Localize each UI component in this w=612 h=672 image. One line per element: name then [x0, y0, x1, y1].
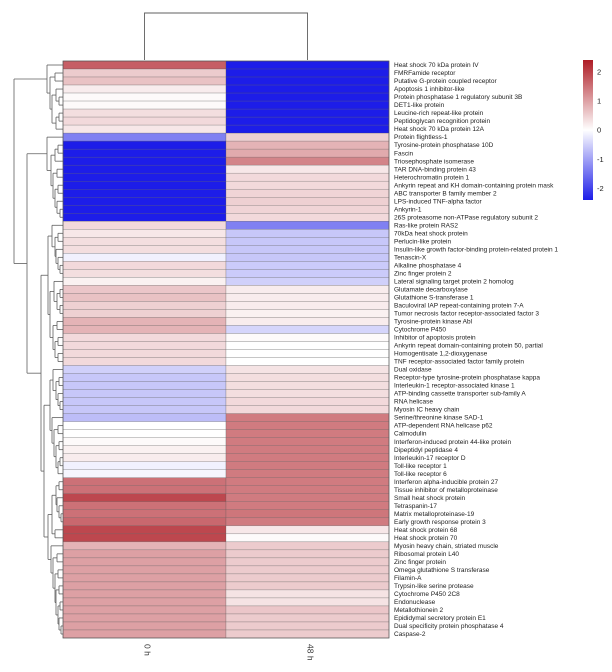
row-label: Peptidoglycan recognition protein [394, 118, 491, 126]
row-label: ATP-dependent RNA helicase p62 [394, 422, 493, 430]
heatmap-cell [63, 502, 226, 510]
row-label: Inhibitor of apoptosis protein [394, 334, 476, 342]
row-label: Tyrosine-protein kinase Abl [394, 318, 473, 326]
heatmap-cell [226, 358, 389, 366]
heatmap-cell [63, 350, 226, 358]
heatmap-cell [226, 454, 389, 462]
colorbar-tick-label: -2 [597, 183, 604, 193]
row-label: Dual specificity protein phosphatase 4 [394, 623, 504, 631]
heatmap-cell [226, 333, 389, 341]
row-label: Heterochromatin protein 1 [394, 174, 470, 182]
heatmap-cell [63, 133, 226, 141]
heatmap-cell [226, 566, 389, 574]
heatmap-cell [226, 366, 389, 374]
column-dendrogram-path [145, 13, 308, 60]
row-label: ABC transporter B family member 2 [394, 190, 497, 198]
row-label: Cytochrome P450 2C8 [394, 591, 460, 599]
heatmap-cell [226, 398, 389, 406]
heatmap-cell [226, 61, 389, 69]
heatmap-cell [226, 550, 389, 558]
row-label: Receptor-type tyrosine-protein phosphatase kappa [394, 374, 540, 382]
heatmap-cell [226, 590, 389, 598]
heatmap-cell [226, 173, 389, 181]
heatmap-cell [226, 382, 389, 390]
row-label: Zinc finger protein 2 [394, 270, 452, 278]
heatmap-cell [63, 622, 226, 630]
row-label: Perlucin-like protein [394, 238, 452, 246]
heatmap-cell [226, 438, 389, 446]
heatmap-cell [226, 341, 389, 349]
row-label: Serine/threonine kinase SAD-1 [394, 414, 484, 422]
heatmap-cell [226, 350, 389, 358]
row-label: Matrix metalloproteinase-19 [394, 510, 475, 518]
heatmap-cell [63, 189, 226, 197]
row-label: Interleukin-17 receptor D [394, 454, 466, 462]
heatmap-cell [226, 534, 389, 542]
heatmap-cell [63, 438, 226, 446]
row-label: Baculoviral IAP repeat-containing protein 7-A [394, 302, 524, 310]
row-label: Myosin IC heavy chain [394, 406, 460, 414]
row-label: Interferon-induced protein 44-like protein [394, 438, 512, 446]
heatmap-cell [63, 486, 226, 494]
heatmap-cell [63, 470, 226, 478]
heatmap-cell [226, 317, 389, 325]
heatmap-cell [63, 390, 226, 398]
heatmap-cell [63, 526, 226, 534]
heatmap-cell [63, 325, 226, 333]
column-label: 48 h [305, 644, 316, 661]
row-label: Filamin-A [394, 574, 422, 582]
row-label: Toll-like receptor 6 [394, 470, 447, 478]
heatmap-cell [63, 61, 226, 69]
heatmap-cell [226, 526, 389, 534]
heatmap-cell [226, 109, 389, 117]
heatmap-cell [226, 422, 389, 430]
colorbar-tick-label: 1 [597, 96, 602, 106]
row-label: Protein phosphatase 1 regulatory subunit 3B [394, 94, 523, 102]
heatmap-cell [226, 165, 389, 173]
heatmap-cell [63, 446, 226, 454]
heatmap-cell [226, 293, 389, 301]
column-label: 0 h [142, 644, 153, 656]
heatmap-cell [226, 133, 389, 141]
heatmap-cell [226, 486, 389, 494]
heatmap-cell [63, 566, 226, 574]
heatmap-cell [226, 542, 389, 550]
heatmap-cell [63, 630, 226, 638]
heatmap-cell [226, 189, 389, 197]
row-label: Tyrosine-protein phosphatase 10D [394, 142, 494, 150]
heatmap-cell [63, 542, 226, 550]
row-label: Heat shock protein 68 [394, 526, 458, 534]
row-label: Toll-like receptor 1 [394, 462, 447, 470]
row-label: Triosephosphate isomerase [394, 158, 474, 166]
heatmap-cell [63, 341, 226, 349]
row-label: 26S proteasome non-ATPase regulatory subunit 2 [394, 214, 539, 222]
row-label: Cytochrome P450 [394, 326, 447, 334]
heatmap-cell [226, 93, 389, 101]
heatmap-cell [63, 117, 226, 125]
heatmap-cell [226, 237, 389, 245]
heatmap-cell [63, 253, 226, 261]
colorbar-tick-label: -1 [597, 154, 604, 164]
heatmap-cell [226, 277, 389, 285]
row-label: Heat shock 70 kDa protein 12A [394, 126, 484, 134]
row-label: Interleukin-1 receptor-associated kinase 1 [394, 382, 515, 390]
row-label: TAR DNA-binding protein 43 [394, 166, 476, 174]
heatmap-cell [63, 510, 226, 518]
heatmap-cell [63, 245, 226, 253]
heatmap-cell [226, 414, 389, 422]
heatmap-cell [226, 213, 389, 221]
heatmap-cell [63, 374, 226, 382]
row-label: Zinc finger protein [394, 558, 447, 566]
row-label: Heat shock 70 kDa protein IV [394, 62, 479, 70]
heatmap-cell [63, 422, 226, 430]
heatmap-cell [63, 574, 226, 582]
heatmap-cell [226, 221, 389, 229]
heatmap-cell [226, 285, 389, 293]
heatmap-cell [226, 309, 389, 317]
row-label: FMRFamide receptor [394, 70, 456, 78]
heatmap-cell [63, 277, 226, 285]
row-label: Lateral signaling target protein 2 homolog [394, 278, 514, 286]
row-label: DET1-like protein [394, 102, 445, 110]
heatmap-cell [63, 582, 226, 590]
heatmap-cell [63, 173, 226, 181]
heatmap-cell [226, 149, 389, 157]
row-label: Homogentisate 1,2-dioxygenase [394, 350, 488, 358]
heatmap-cell [63, 197, 226, 205]
heatmap-cell [226, 181, 389, 189]
heatmap-cell [226, 269, 389, 277]
heatmap-cell [63, 398, 226, 406]
heatmap-cell [63, 518, 226, 526]
heatmap-cell [63, 414, 226, 422]
row-label: Insulin-like growth factor-binding protein-related protein 1 [394, 246, 559, 254]
heatmap-cell [63, 478, 226, 486]
heatmap-cell [63, 181, 226, 189]
heatmap-cell [63, 149, 226, 157]
heatmap-cell [226, 502, 389, 510]
heatmap-cell [63, 229, 226, 237]
row-label: Ankyrin repeat domain-containing protein 50, partial [394, 342, 543, 350]
row-label: Tenascin-X [394, 254, 427, 262]
heatmap-cell [63, 309, 226, 317]
row-label: Tissue inhibitor of metalloproteinase [394, 486, 498, 494]
heatmap-cell [63, 301, 226, 309]
row-label: Early growth response protein 3 [394, 518, 486, 526]
colorbar-tick-label: 2 [597, 67, 602, 77]
heatmap-cell [63, 293, 226, 301]
heatmap-cell [63, 237, 226, 245]
heatmap-cell [226, 518, 389, 526]
row-label: Omega glutathione S transferase [394, 566, 490, 574]
heatmap-cell [226, 101, 389, 109]
row-label: RNA helicase [394, 398, 434, 406]
heatmap-cell [63, 358, 226, 366]
colorbar-tick-label: 0 [597, 125, 602, 135]
heatmap-cell [226, 478, 389, 486]
heatmap-cell [226, 301, 389, 309]
heatmap-cell [226, 245, 389, 253]
heatmap-cell [63, 85, 226, 93]
colorbar-gradient [583, 60, 593, 200]
heatmap-cell [63, 269, 226, 277]
heatmap-cell [226, 630, 389, 638]
heatmap-cell [63, 157, 226, 165]
heatmap-cell [63, 406, 226, 414]
heatmap-cell [63, 213, 226, 221]
heatmap-cell [63, 382, 226, 390]
heatmap-cell [226, 598, 389, 606]
heatmap-cell [226, 261, 389, 269]
row-label: Heat shock protein 70 [394, 534, 458, 542]
row-label: TNF receptor-associated factor family protein [394, 358, 525, 366]
heatmap-cell [226, 446, 389, 454]
heatmap-cell [226, 374, 389, 382]
heatmap-cell [63, 454, 226, 462]
row-label: Leucine-rich repeat-like protein [394, 110, 484, 118]
heatmap-cell [63, 93, 226, 101]
heatmap-cell [226, 157, 389, 165]
row-label: Ras-like protein RAS2 [394, 222, 458, 230]
heatmap-cell [63, 77, 226, 85]
heatmap-cell [63, 317, 226, 325]
heatmap-cell [226, 558, 389, 566]
heatmap-cell [63, 125, 226, 133]
row-label: LPS-induced TNF-alpha factor [394, 198, 482, 206]
row-label: 70kDa heat shock protein [394, 230, 468, 238]
row-label: Endonuclease [394, 599, 436, 607]
heatmap-cell [226, 197, 389, 205]
row-label: Apoptosis 1 inhibitor-like [394, 86, 465, 94]
heatmap-cell [226, 606, 389, 614]
colorbar-legend [583, 60, 604, 200]
row-label: Tumor necrosis factor receptor-associated factor 3 [394, 310, 539, 318]
heatmap-cell [63, 606, 226, 614]
heatmap-cell [226, 614, 389, 622]
heatmap-cell [226, 117, 389, 125]
heatmap-cell [63, 534, 226, 542]
heatmap-cell [63, 141, 226, 149]
heatmap-cell [226, 253, 389, 261]
heatmap-cell [226, 582, 389, 590]
row-label: ATP-binding cassette transporter sub-family A [394, 390, 526, 398]
row-label: Myosin heavy chain, striated muscle [394, 542, 499, 550]
heatmap-cell [226, 125, 389, 133]
heatmap-cell [226, 510, 389, 518]
row-label: Ankyrin repeat and KH domain-containing protein mask [394, 182, 554, 190]
heatmap-cell [226, 574, 389, 582]
heatmap-cell [63, 165, 226, 173]
heatmap-cell [63, 109, 226, 117]
row-label: Tetraspanin-17 [394, 502, 437, 510]
row-label: Caspase-2 [394, 631, 426, 639]
heatmap-cell [226, 430, 389, 438]
heatmap-cell [226, 85, 389, 93]
heatmap-cell [63, 558, 226, 566]
column-dendrogram [145, 13, 308, 60]
heatmap-cell [226, 470, 389, 478]
row-labels [394, 62, 558, 638]
heatmap-cell [226, 494, 389, 502]
heatmap-cell [63, 614, 226, 622]
row-label: Ankyrin-1 [394, 206, 422, 214]
heatmap-cell [226, 325, 389, 333]
heatmap-cell [63, 430, 226, 438]
row-label: Dual oxidase [394, 366, 432, 374]
heatmap-cell [226, 462, 389, 470]
heatmap-cell [226, 390, 389, 398]
heatmap-cells [63, 61, 389, 638]
heatmap-cell [63, 366, 226, 374]
row-label: Glutamate decarboxylase [394, 286, 468, 294]
heatmap-cell [63, 205, 226, 213]
heatmap-cell [226, 69, 389, 77]
row-label: Alkaline phosphatase 4 [394, 262, 462, 270]
heatmap-cell [226, 205, 389, 213]
row-label: Ribosomal protein L40 [394, 550, 460, 558]
heatmap-cell [63, 261, 226, 269]
row-label: Dipeptidyl peptidase 4 [394, 446, 458, 454]
heatmap-cell [226, 622, 389, 630]
heatmap-cell [63, 462, 226, 470]
heatmap-cell [63, 550, 226, 558]
row-label: Trypsin-like serine protease [394, 583, 474, 591]
column-labels [143, 644, 316, 661]
heatmap-cell [63, 494, 226, 502]
heatmap-cell [63, 333, 226, 341]
heatmap-cell [63, 69, 226, 77]
row-label: Glutathione S-transferase 1 [394, 294, 474, 302]
row-label: Protein flightless-1 [394, 134, 448, 142]
heatmap-cell [226, 406, 389, 414]
heatmap-cell [226, 229, 389, 237]
row-label: Fascin [394, 150, 414, 158]
row-label: Metallothionein 2 [394, 607, 444, 615]
row-label: Epididymal secretory protein E1 [394, 615, 486, 623]
row-label: Interferon alpha-inducible protein 27 [394, 478, 499, 486]
heatmap-cell [63, 590, 226, 598]
heatmap-cell [63, 285, 226, 293]
row-label: Putative G-protein coupled receptor [394, 78, 497, 86]
heatmap-cell [63, 221, 226, 229]
heatmap-cell [63, 598, 226, 606]
row-dendrogram [14, 65, 63, 634]
heatmap-cell [63, 101, 226, 109]
heatmap-cell [226, 141, 389, 149]
heatmap-cell [226, 77, 389, 85]
row-label: Calmodulin [394, 430, 427, 438]
row-label: Small heat shock protein [394, 494, 466, 502]
